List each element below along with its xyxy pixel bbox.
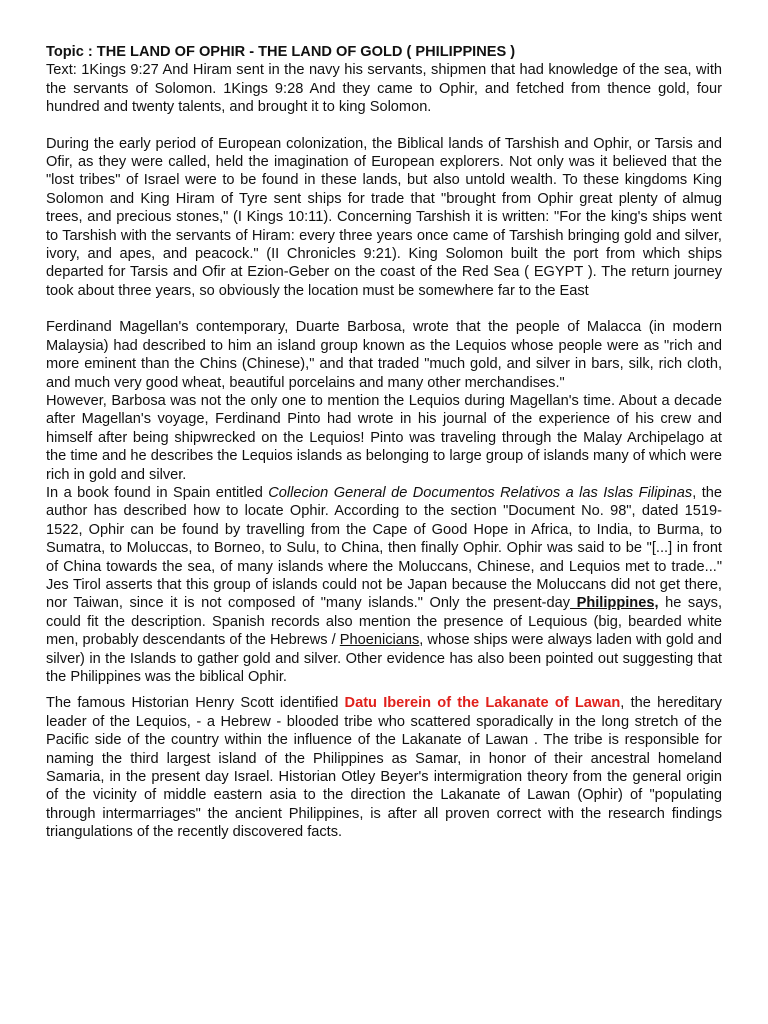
book-mid1: , the author has described how to locate Ophir. According to the section "Document No. 98", dated 1519-1522, Ophir can be found by travelling from the Cape of Good Hope in Africa, to India, to Burma, to Sumatra, to Moluccas, to Borneo, to Sulu, to China, then finally Ophir. Ophir was said to be "[...] in front of China towards the sea, of many islands where the Moluccans, Chinese, and Lequios met to trade..." Jes Tirol asserts that this group of islands could not be Japan because the Moluccans did not get there, nor Taiwan, since it is not composed of "many islands." Only the present-day	[46, 484, 722, 612]
phoenicians-link[interactable]: Phoenicians	[339, 632, 420, 649]
document-page	[46, 43, 722, 842]
paragraph-barbosa: Ferdinand Magellan's contemporary, Duarte Barbosa, wrote that the people of Malacca (in modern Malaysia) had described to him an island group known as the Lequios whose people were as "rich and more eminent than the Chins (Chinese)," and that traded "much gold, and silver in bars, silk, rich cloth, and much very good wheat, beautiful porcelains and many other merchandises."	[46, 319, 722, 391]
spacer	[46, 686, 722, 694]
paragraph-colonization: During the early period of European colonization, the Biblical lands of Tarshish and Ophir, or Tarsis and Ofir, as they were called, held the imagination of European explorers. Not only was it believed that the "lost tribes" of Israel were to be found in these lands, but also untold wealth. To these kingdoms King Solomon and King Hiram of Tyre sent ships for trade that "brought from Ophir great plenty of almug trees, and precious stones," (I Kings 10:11). Concerning Tarshish it is written: "For the king's ships went to Tarshish with the servants of Hiram: every three years once came of Tarshish bringing gold and silver, ivory, and apes, and peacock." (II Chronicles 9:21). King Solomon built the port from which ships departed for Tarsis and Ofir at Ezion-Geber on the coast of the Red Sea ( EGYPT ). The return journey took about three years, so obviously the location must be somewhere far to the East	[46, 135, 722, 299]
book-pre: In a book found in Spain entitled	[46, 484, 269, 501]
book-title: Collecion General de Documentos Relativos a las Islas Filipinas	[268, 484, 693, 501]
paragraph-pinto: However, Barbosa was not the only one to mention the Lequios during Magellan's time. About a decade after Magellan's voyage, Ferdinand Pinto had wrote in his journal of the experience of his crew and himself after being shipwrecked on the Lequios! Pinto was traveling through the Malay Archipelago at the time and he describes the Lequios islands as belonging to large group of islands many of which were rich in gold and silver.	[46, 392, 722, 483]
book-post: , whose ships were always laden with gold and silver) in the Islands to gather gold and silver. Other evidence has also been pointed out suggesting that the Philippines was the biblical Ophir.	[46, 632, 722, 685]
spacer	[46, 300, 722, 318]
book-mid2: he says, could fit the description. Spanish records also mention the presence of Lequious (big, bearded white men, probably descendants of the Hebrews /	[46, 595, 722, 649]
page-title: Topic : THE LAND OF OPHIR - THE LAND OF GOLD ( PHILIPPINES )	[46, 44, 516, 60]
paragraph-scott	[46, 694, 722, 841]
philippines-link[interactable]: Philippines,	[570, 595, 659, 612]
scott-post: , the hereditary leader of the Lequios, - a Hebrew - blooded tribe who scattered sporadically in the long stretch of the Pacific side of the country within the influence of the Lakanate of Lawan . The tribe is responsible for naming the third largest island of the Philippines as Samar, in honor of their ancestral homeland Samaria, in the present day Israel. Historian Otley Beyer's intermigration theory from the general origin of the vicinity of middle eastern asia to the direction the Lakanate of Lawan (Ophir) of "populating through intermarriages" the ancient Philippines, is after all proven correct with the research findings triangulations of the recently discovered facts.	[46, 695, 722, 841]
paragraph-book	[46, 484, 722, 686]
spacer	[46, 117, 722, 135]
datu-iberein-highlight: Datu Iberein of the Lakanate of Lawan	[344, 695, 621, 712]
scott-pre: The famous Historian Henry Scott identified	[46, 695, 345, 712]
text-intro: Text: 1Kings 9:27 And Hiram sent in the navy his servants, shipmen that had knowledge of the sea, with the servants of Solomon. 1Kings 9:28 And they came to Ophir, and fetched from thence gold, four hundred and twenty talents, and brought it to king Solomon.	[46, 62, 722, 116]
